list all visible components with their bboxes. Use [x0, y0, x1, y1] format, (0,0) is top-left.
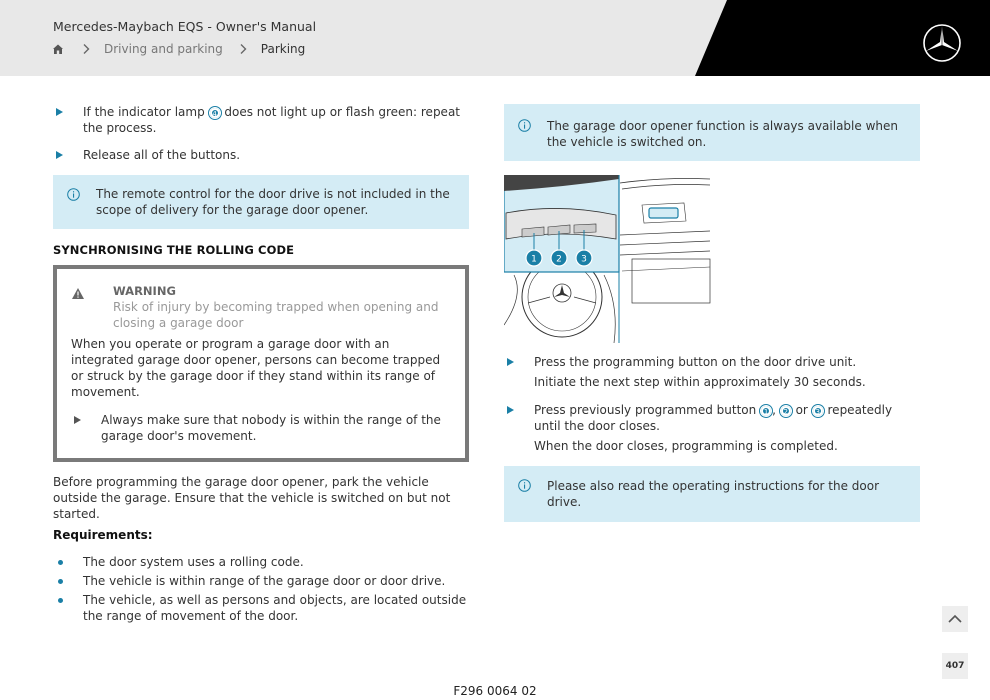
- step-result: When the door closes, programming is completed.: [534, 439, 838, 453]
- step-arrow-icon: [507, 358, 514, 366]
- step-arrow-icon: [56, 151, 63, 159]
- info-icon: [67, 188, 80, 201]
- requirements-label: Requirements:: [53, 528, 153, 542]
- warning-title: WARNING: [113, 284, 176, 298]
- step-text: If the indicator lamp: [83, 105, 205, 119]
- info-text: The remote control for the door drive is not included in the scope of delivery for the garage door opener.: [96, 187, 450, 217]
- step-text: Release all of the buttons.: [83, 148, 241, 162]
- step-result: Initiate the next step within approximately 30 seconds.: [534, 375, 866, 389]
- step-indicator-lamp: [53, 104, 469, 136]
- intro-paragraph: Before programming the garage door opener, park the vehicle outside the garage. Ensure that the vehicle is switched on but not started.: [53, 475, 451, 521]
- right-column: [504, 104, 920, 161]
- section-title: SYNCHRONISING THE ROLLING CODE: [53, 243, 295, 257]
- step-text: Press the programming button on the door drive unit.: [534, 355, 857, 369]
- breadcrumb-driving-and-parking[interactable]: Driving and parking: [104, 42, 223, 56]
- info-text: Please also read the operating instructions for the door drive.: [547, 479, 880, 509]
- breadcrumb: [52, 42, 305, 56]
- callout-badge: 4: [209, 107, 221, 119]
- bullet-dot: [58, 560, 63, 565]
- step-text: Always make sure that nobody is within the range of the garage door's movement.: [101, 413, 441, 443]
- list-item: The vehicle is within range of the garage door or door drive.: [53, 573, 469, 589]
- list-item: The door system uses a rolling code.: [53, 554, 469, 570]
- step-text: does not light up or flash green: repeat the process.: [83, 105, 460, 135]
- info-icon: [518, 479, 531, 492]
- scroll-to-top-button[interactable]: [942, 606, 968, 632]
- step-press-programmed-button: Press previously programmed button 1 , 2 or 3 repeatedly until the door closes.: [504, 402, 920, 434]
- info-text: The garage door opener function is always available when the vehicle is switched on.: [547, 119, 898, 149]
- step-arrow-icon: [56, 108, 63, 116]
- breadcrumb-parking[interactable]: Parking: [260, 42, 306, 56]
- warning-step: [71, 412, 451, 444]
- info-icon: [518, 119, 531, 132]
- step-arrow-icon: [507, 406, 514, 414]
- manual-title: Mercedes-Maybach EQS - Owner's Manual: [53, 19, 317, 34]
- step-arrow-icon: [74, 416, 81, 424]
- figure-callout-3: 3: [581, 254, 587, 265]
- info-box-availability: [504, 104, 920, 161]
- right-steps: [504, 354, 920, 522]
- figure-code: F296 0064 02: [453, 684, 537, 698]
- bullet-dot: [58, 579, 63, 584]
- chevron-up-icon: [942, 606, 968, 632]
- requirements-list: [53, 554, 469, 624]
- step-press-programming: [504, 354, 920, 370]
- warning-subtitle: Risk of injury by becoming trapped when opening and closing a garage door: [113, 300, 439, 330]
- callout-badge: 2: [780, 405, 792, 417]
- step-release-buttons: [53, 147, 469, 163]
- callout-badge: 1: [760, 405, 772, 417]
- bullet-dot: [58, 598, 63, 603]
- overhead-control-panel-illustration: [504, 175, 711, 343]
- warning-body: When you operate or program a garage door with an integrated garage door opener, persons can become trapped or struck by the garage door if they stand within its range of movement.: [71, 337, 441, 399]
- step-text: repeatedly until the door closes.: [534, 403, 893, 433]
- warning-box: [53, 265, 469, 462]
- warning-triangle-icon: [71, 287, 85, 300]
- left-column: [53, 104, 469, 624]
- info-box-operating-instructions: [504, 466, 920, 522]
- chevron-right-icon: [82, 43, 90, 55]
- step-text: Press previously programmed button: [534, 403, 757, 417]
- figure-callout-1: 1: [531, 254, 537, 265]
- chevron-right-icon: [239, 43, 247, 55]
- list-item: The vehicle, as well as persons and objects, are located outside the range of movement of the door.: [53, 592, 469, 624]
- info-box-remote-control: [53, 175, 469, 229]
- page-number: 407: [942, 653, 968, 679]
- figure-callout-2: 2: [556, 254, 562, 265]
- home-icon[interactable]: [52, 43, 64, 55]
- callout-badge: 3: [812, 405, 824, 417]
- mercedes-star-icon: [922, 23, 962, 63]
